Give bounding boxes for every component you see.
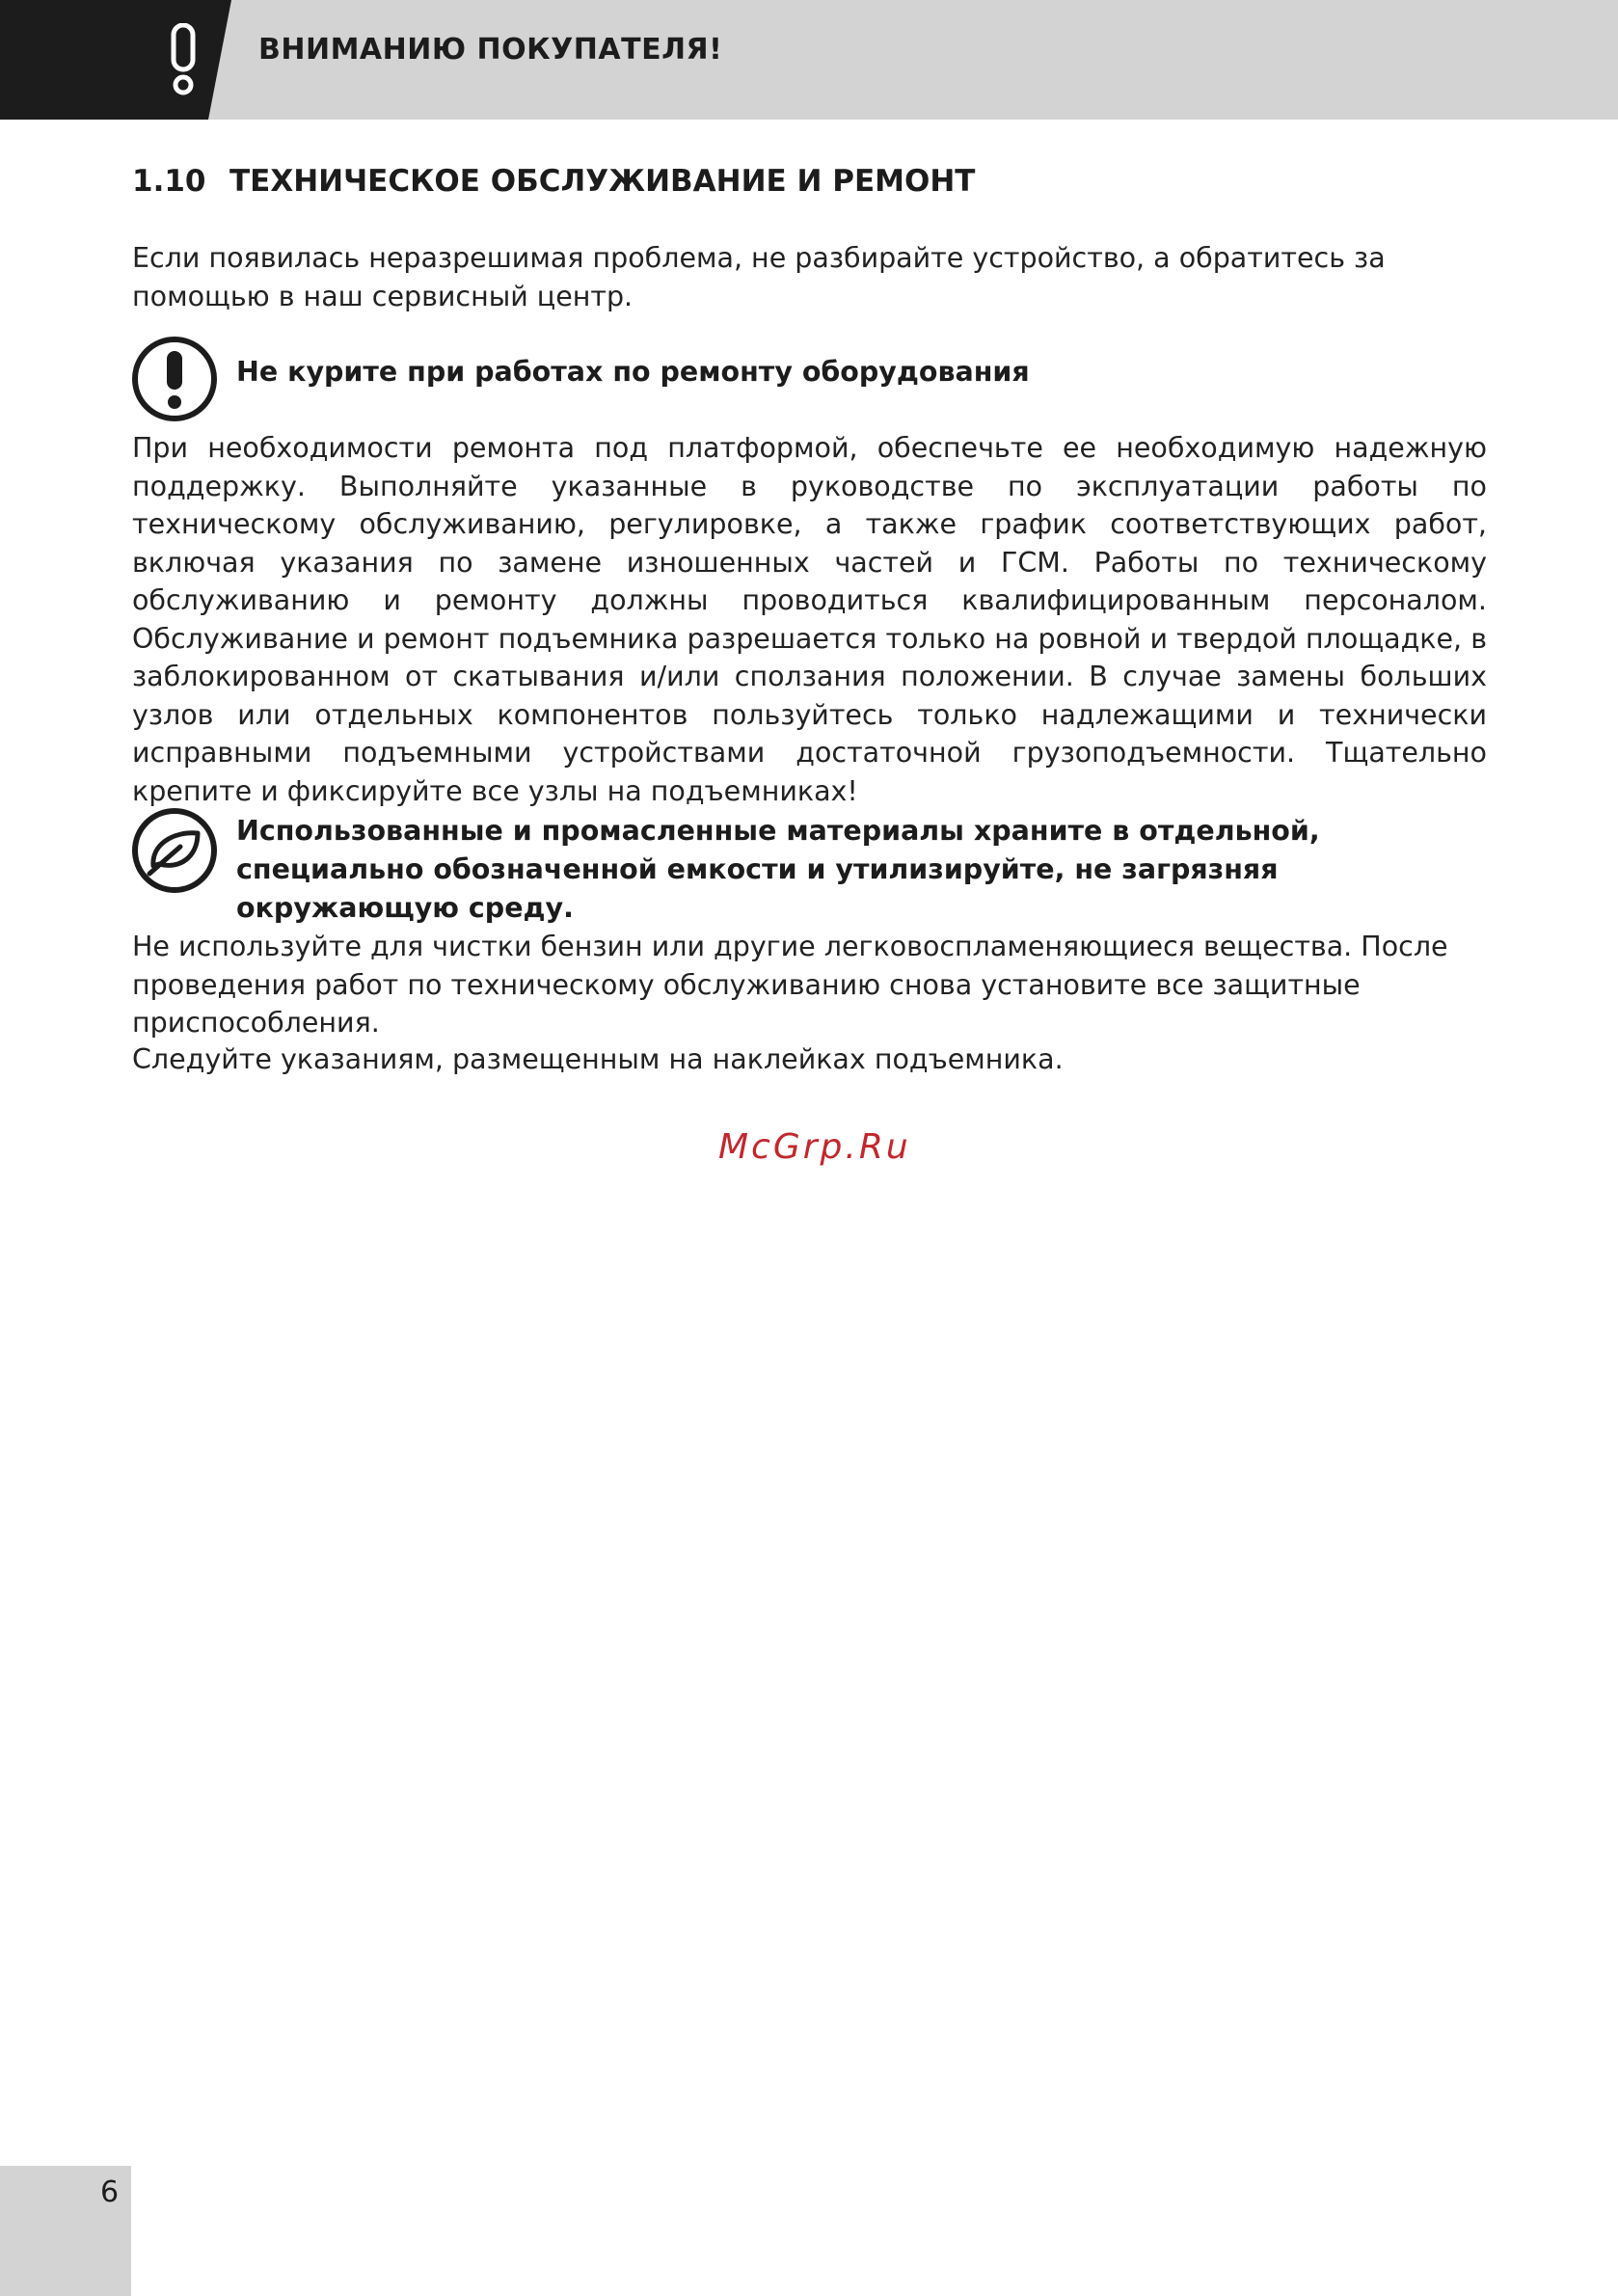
eco-leaf-icon (130, 806, 219, 895)
section-title (132, 160, 975, 203)
page-number: 6 (100, 2175, 120, 2209)
paragraph-cleaning: Не используйте для чистки бензин или другие легковоспламеняющиеся вещества. После проведения работ по техническому обслуживанию снова установите все защитные приспособления. (132, 931, 1448, 1039)
warning-eco-text: Использованные и промасленные материалы храните в отдельной, специально обозначенной емкости и утилизируйте, не загрязняя окружающую среду. (236, 815, 1320, 924)
paragraph-stickers: Следуйте указаниям, размещенным на наклейках подъемника. (132, 1043, 1064, 1075)
warning-exclamation-icon (130, 335, 219, 423)
section-title-text: ТЕХНИЧЕСКОЕ ОБСЛУЖИВАНИЕ И РЕМОНТ (229, 164, 976, 199)
paragraph-repair: При необходимости ремонта под платформой, обеспечьте ее необходимую надежную поддержку. Выполняйте указанные в руководстве по эксплуатации работы по техническому обслуживанию, регулировке, а также график соответствующих работ, включая указания по замене изношенных частей и ГСМ. Работы по техническому обслуживанию и ремонту должны проводиться квалифицированным персоналом. Обслуживание и ремонт подъемника разрешается только на ровной и твердой площадке, в заблокированном от скатывания и/или сползания положении. В случае замены больших узлов или отдельных компонентов пользуйтесь только надлежащими и технически исправными подъемными устройствами достаточной грузоподъемности. Тщательно крепите и фиксируйте все узлы на подъемниках! (132, 432, 1487, 807)
header-title: ВНИМАНИЮ ПОКУПАТЕЛЯ! (258, 33, 723, 67)
watermark-link[interactable]: McGrp.Ru (718, 1127, 911, 1167)
exclamation-icon (166, 23, 201, 96)
paragraph-intro: Если появилась неразрешимая проблема, не разбирайте устройство, а обратитесь за помощью в наш сервисный центр. (132, 242, 1386, 312)
header-bar (0, 0, 1618, 120)
section-number: 1.10 (132, 164, 206, 199)
warning-smoking-text: Не курите при работах по ремонту оборудования (236, 356, 1030, 388)
